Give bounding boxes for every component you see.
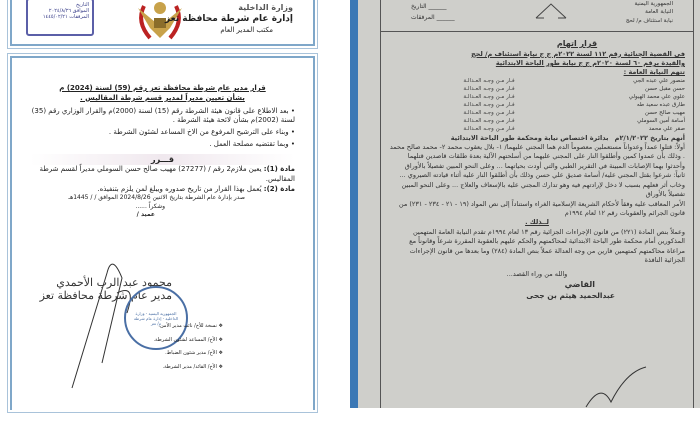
fugitive-status: فـار مـن وجـه العـدالـة xyxy=(463,117,515,124)
case-line: والقيدة برقم ٦٠ لسنة ٢٠٢٠م ج ج نيابة طور الباحة الابتدائية xyxy=(495,59,685,68)
cc-text: الأخ/ المساعد لشئون الشرطة. xyxy=(153,336,217,343)
date-line: أنهم بتاريخ ٢/١/٢٠٢٢م xyxy=(614,133,685,142)
date-jurisdiction-line xyxy=(389,134,685,143)
stamp-line: التاريخ xyxy=(76,2,89,8)
preamble-text: بعد الاطلاع على قانون هيئة الشرطة رقم (15) لسنة (2000)م والقرار الوزاري رقم (35) لسنة (2002)م بشأن لائحة هيئة الشرطة . xyxy=(31,106,295,125)
legal-basis: الأمر المعاقب عليه وفقاً لأحكام الشريعة الإسلامية الغراء واستناداً إلى نص المواد (١٩ - ٢١ - ٢٣٤ - ٢٣١) من قانون الجرائم والعقوبات رقم ١٢ لعام ١٩٩٤م xyxy=(398,199,685,218)
accused-name: منصور علي عبده الجي xyxy=(633,77,685,84)
preamble-item: • وبما تقتضيه مصلحة العمل . xyxy=(209,139,295,148)
letterhead xyxy=(10,0,315,46)
cc-item: ❖ نسخة للأخ/ نائب مدير الأمن. xyxy=(158,323,223,329)
charge-paragraph: أولاً: قتلوا عمداً وعدواناً مستعملين معصوماً الدم هما المجني عليهما/ ١- بلال يعقوب محمد ٢- محمد صالح محمد . وذلك بأن عمدوا كمين وأطلقوا النار على المجني عليهما من أسلحتهم الآلية بعدة طلقات قاصدين قتلهما وأحدثوا بهما الإصابات المبينة في التقرير الطبي والتي أودت بحياتهما ... وعلى النحو المبين تفصيلاً بالأوراق xyxy=(389,143,685,170)
indictment-document-photo xyxy=(350,0,700,408)
cc-text: الأخ/ مدير شئون الضباط. xyxy=(165,350,217,356)
cc-item: ❖ الأخ/ القائد/ مدير الشرطة. xyxy=(162,363,223,370)
accused-name: أسامة أمين السوملي xyxy=(637,117,685,124)
judge-label: القاضي xyxy=(564,279,595,289)
fugitive-status: فـار مـن وجـه العـدالـة xyxy=(463,101,515,108)
scales-emblem-icon xyxy=(531,0,571,22)
fugitive-status: فـار مـن وجـه العـدالـة xyxy=(463,125,515,132)
fugitive-status: فـار مـن وجـه العـدالـة xyxy=(463,109,515,116)
seal-text: الجمهورية اليمنية - وزارة الداخلية - إدارة عام شرطة م/ تعز xyxy=(133,310,179,326)
decision-heading: قـــرر xyxy=(30,154,295,165)
article-text: يُعمل بهذا القرار من تاريخ صدوره ويبلغ لمن يلزم بتنفيذه. xyxy=(97,184,262,193)
attachments-label: المرفقات xyxy=(411,14,435,21)
signature-name: محمود عبد الرب الأحمدي xyxy=(56,276,172,289)
letterhead-text xyxy=(143,2,293,36)
photo-edge xyxy=(350,0,358,408)
stamp-line: الموافق ٢٠٢٤/٨/٢٦ xyxy=(48,8,89,14)
charge-paragraph: ثانياً: شرعوا بقتل المجني عليه/ أسامة صديق علي حسن وذلك بأن أطلقوا النار عليه أثناء قيادته الصيروي ... وخاب أثر فعلهم بسبب لا دخل لإرادتهم فيه وهو تدارك المجني عليه بالإسعاف والعلاج ... وعلى النحو المبين تفصيلاً بالأوراق xyxy=(399,171,685,199)
article-label: مادة (2): xyxy=(263,184,295,193)
cc-text: نسخة للأخ/ نائب مدير الأمن. xyxy=(158,323,217,329)
attachments-field: المرفقات ______ xyxy=(411,14,455,21)
fugitive-status: فـار مـن وجـه العـدالـة xyxy=(463,93,515,100)
appointment-decision-document xyxy=(0,0,340,426)
ministry-name: وزارة الداخلية xyxy=(238,3,293,12)
conclusion-paragraph: وعملاً بنص المادة (٢٢١) من قانون الإجراءات الجزائية رقم ١٣ لعام ١٩٩٤م تقدم النيابة العامة المتهمين المذكورين أمام محكمة طور الباحة الابتدائية لمحاكمتهم والحكم عليهم بالعقوبة المقررة شرعاً وقانوناً مع مراعاة محاكمتهم كمتهمين فارين من وجه العدالة عملاً بنص المادة (٢٨٤) وما بعدها من قانون الإجراءات الجزائية النافذة xyxy=(409,227,685,265)
preamble-item: • بعد الاطلاع على قانون هيئة الشرطة رقم (15) لسنة (2000)م والقرار الوزاري رقم (35) لسنة (2002)م بشأن لائحة هيئة الشرطة . xyxy=(31,106,295,125)
therefore-heading: لــذلك . xyxy=(525,218,549,227)
indictment-content xyxy=(389,38,685,301)
fugitive-status-list xyxy=(389,78,589,134)
accused-name: مهيب صالح حسن xyxy=(644,109,685,116)
org-line: النيابة العامة xyxy=(645,9,673,16)
preamble-text: وبناء على الترشيح المرفوع من الاخ المساعد لشئون الشرطة . xyxy=(108,128,289,137)
org-line: الجمهورية اليمنية xyxy=(634,1,673,7)
org-line: نيابة استئناف م/ لحج xyxy=(625,17,673,24)
signer-rank: عميد / xyxy=(136,211,155,219)
date-label: التاريخ xyxy=(411,3,427,10)
signer-title: مدير عام شرطة محافظة تعز xyxy=(39,289,172,302)
cc-text: الأخ/ القائد/ مدير الشرطة. xyxy=(162,363,217,370)
jurisdiction: بدائرة اختصاص نيابة ومحكمة طور الباحة الابتدائية xyxy=(450,133,609,142)
date-field: التاريخ ______ xyxy=(411,3,447,10)
document-content xyxy=(30,84,295,220)
case-line: في القضية الجنائية رقم ١١٢ لسنة ٢٠٢٢م ج ج نيابة استئناف م/ لحج xyxy=(471,49,685,58)
accused-name: حسن مقبل حسن xyxy=(644,85,685,92)
accused-name: علوي علي محمد الهيولي xyxy=(628,93,685,100)
judge-signature-icon xyxy=(581,362,651,412)
stamp-line: المرفقات ١٤٤٥/٠٢/٢١ xyxy=(42,14,89,20)
issue-date: صدر بإدارة عام الشرطة بتاريخ الاثنين 2024/8/26 الموافق / / 1445هـ xyxy=(68,194,245,202)
article xyxy=(30,165,295,185)
department-name: إدارة عام شرطة محافظة تعز xyxy=(165,14,293,25)
accused-name: صقر علي محمد xyxy=(648,125,685,132)
cc-list xyxy=(123,320,223,374)
fugitive-status: فـار مـن وجـه العـدالـة xyxy=(463,85,515,92)
judge-name: عبدالحميد هيثم بن جحى xyxy=(526,290,615,300)
preamble-item: • وبناء على الترشيح المرفوع من الاخ المساعد لشئون الشرطة . xyxy=(108,128,295,137)
accused-list xyxy=(595,78,685,134)
decision-title: قرار مدير عام شرطة محافظة تعز رقم (59) لسنة (2024) م xyxy=(59,84,266,92)
fugitive-status: فـار مـن وجـه العـدالـة xyxy=(463,77,515,84)
closing: والله من وراء القصد... xyxy=(506,269,568,278)
accused-name: طارق عبده سعيد طه xyxy=(636,101,685,108)
accuses-heading: تتهم النيابة العامة : xyxy=(623,68,685,77)
org-lines xyxy=(626,0,673,25)
indictment-title: قرار اتهام xyxy=(556,39,598,48)
closing: وشكراً ...... xyxy=(135,202,165,210)
accused-section xyxy=(389,78,685,134)
cc-item: ❖ الأخ/ مدير شئون الضباط. xyxy=(165,350,223,356)
registry-stamp xyxy=(26,0,94,36)
preamble-text: وبما تقتضيه مصلحة العمل . xyxy=(209,139,289,148)
cc-item: ❖ الأخ/ المساعد لشئون الشرطة. xyxy=(153,336,223,343)
indictment-body xyxy=(380,32,694,408)
article-label: مادة (1): xyxy=(263,164,295,173)
decision-subject: بشأن تعيين مديراً لمدير قسم شرطة المقاليس . xyxy=(80,93,245,102)
document-body xyxy=(10,56,315,410)
office-name: مكتب المدير العام xyxy=(220,25,273,34)
article-text: يعين ملازم2 رقم / (27277) مهيب صالح حسن السوملي مديراً لقسم شرطة المقاليس. xyxy=(39,164,295,183)
indictment-header xyxy=(380,0,694,32)
article xyxy=(30,185,295,195)
